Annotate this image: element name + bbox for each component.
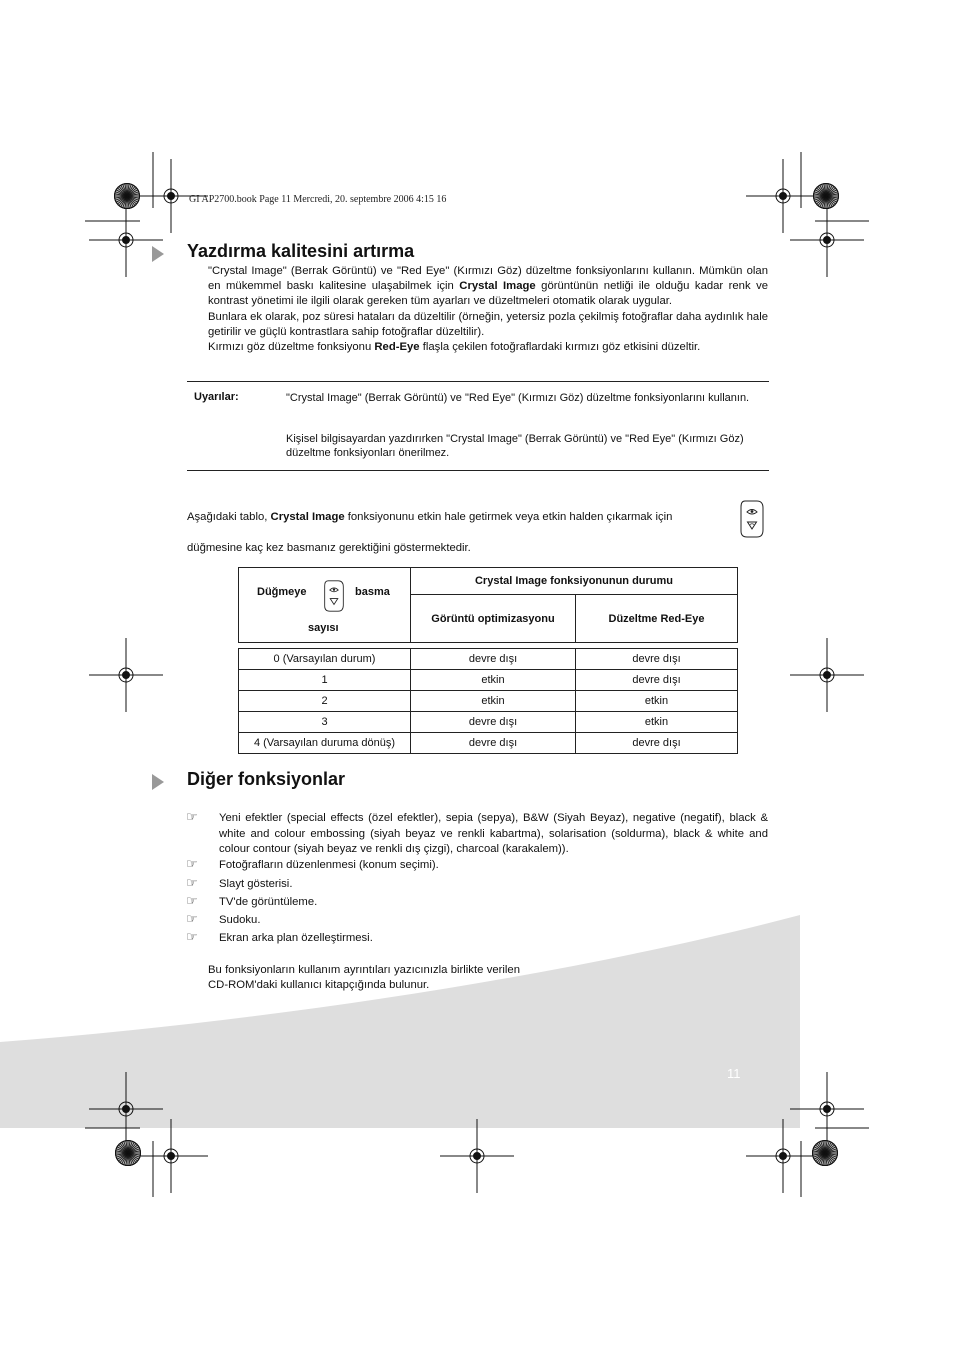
list-item: Ekran arka plan özelleştirmesi.	[219, 932, 373, 944]
warnings-box	[187, 381, 769, 471]
cell-press-count: 3	[239, 712, 411, 733]
cell-press-count: 1	[239, 670, 411, 691]
text-run: fonksiyonunu etkin hale getirmek veya etkin halden çıkarmak için	[344, 511, 673, 523]
pointing-hand-icon: ☞	[186, 875, 198, 890]
bold-term: Crystal Image	[459, 280, 536, 293]
header-red-eye: Düzeltme Red-Eye	[576, 595, 738, 643]
header-image-optimization: Görüntü optimizasyonu	[411, 595, 576, 643]
cell-red-eye: devre dışı	[576, 649, 738, 670]
crystal-image-table	[238, 567, 738, 754]
paragraph-exposure: Bunlara ek olarak, poz süresi hataları da düzeltilir (örneğin, yetersiz pozla çekilmiş fotoğraflar daha aydınlık hale getirilir ve güçlü kontrastlara sahip fotoğraflar düzeltilir).	[208, 310, 768, 338]
table-intro-line1	[187, 510, 728, 525]
header-status: Crystal Image fonksiyonunun durumu	[411, 568, 738, 595]
text-run: "Crystal Image" (Berrak Görüntü) ve "Red Eye" (Kırmızı Göz) düzeltme fonksiyonlarını kullanın. Mümkün olan en mükemmel baskı kalitesine ulaşabilmek için	[208, 265, 768, 293]
table-row	[239, 691, 738, 712]
pointing-hand-icon: ☞	[186, 911, 198, 926]
list-item: Yeni efektler (special effects (özel efektler), sepia (sepya), B&W (Siyah Beyaz), negative (negatif), black & white and colour embossing (siyah beyaz ve renkli kabartma), solarisation (soldurma), black & white and colour contour (siyah beyaz ve renkli dış çizgi), charcoal (karakalem)).	[219, 812, 768, 855]
paragraph-crystal-image	[208, 264, 768, 310]
cell-press-count: 2	[239, 691, 411, 712]
list-item: TV'de görüntüleme.	[219, 896, 318, 908]
table-row	[239, 670, 738, 691]
cell-red-eye: etkin	[576, 712, 738, 733]
table-row	[239, 649, 738, 670]
closing-paragraph: Bu fonksiyonların kullanım ayrıntıları yazıcınızla birlikte verilen CD-ROM'daki kullanıcı kitapçığında bulunur.	[208, 964, 520, 992]
table-row	[239, 712, 738, 733]
pointing-hand-icon: ☞	[186, 809, 198, 824]
section-arrow-icon	[152, 774, 164, 790]
list-item: Slayt gösterisi.	[219, 878, 293, 890]
pointing-hand-icon: ☞	[186, 929, 198, 944]
section-arrow-icon	[152, 246, 164, 262]
cell-image-optimization: etkin	[411, 670, 576, 691]
cell-press-count: 4 (Varsayılan duruma dönüş)	[239, 733, 411, 754]
warning-1: "Crystal Image" (Berrak Görüntü) ve "Red Eye" (Kırmızı Göz) düzeltme fonksiyonlarını kullanın.	[286, 392, 750, 404]
bold-term: Crystal Image	[270, 511, 345, 523]
pointing-hand-icon: ☞	[186, 856, 198, 871]
file-header-line: GI AP2700.book Page 11 Mercredi, 20. septembre 2006 4:15 16	[189, 194, 447, 205]
table-row	[239, 733, 738, 754]
pointing-hand-icon: ☞	[186, 893, 198, 908]
cell-image-optimization: devre dışı	[411, 733, 576, 754]
header-press-word3: sayısı	[308, 622, 339, 634]
section-title-other-functions: Diğer fonksiyonlar	[187, 769, 346, 789]
list-item: Fotoğrafların düzenlenmesi (konum seçimi).	[219, 859, 439, 871]
table-header-row	[239, 568, 738, 595]
crystal-image-button-icon	[739, 499, 765, 539]
header-press-word1: Düğmeye	[257, 586, 307, 598]
list-item: Sudoku.	[219, 914, 261, 926]
text-run: flaşla çekilen fotoğraflardaki kırmızı göz etkisini düzeltir.	[419, 341, 701, 354]
section1-body	[208, 264, 768, 355]
section-title-print-quality: Yazdırma kalitesini artırma	[187, 241, 415, 261]
page-number: 11	[727, 1066, 741, 1081]
table-body	[239, 649, 738, 754]
text-run: görüntünün netliği ile olduğu kadar renk ve kontrast yönetimi ile ilgili olarak gereken tüm ayarları ve düzeltmeleri otomatik olarak uygular.	[208, 280, 769, 308]
cell-image-optimization: devre dışı	[411, 712, 576, 733]
header-press-count	[239, 568, 411, 643]
cell-image-optimization: etkin	[411, 691, 576, 712]
paragraph-red-eye	[208, 340, 768, 355]
warnings-label: Uyarılar:	[194, 391, 239, 403]
cell-red-eye: devre dışı	[576, 670, 738, 691]
bold-term: Red-Eye	[374, 341, 420, 354]
grey-swoosh	[0, 915, 800, 1128]
header-press-word2: basma	[355, 586, 390, 598]
cell-red-eye: devre dışı	[576, 733, 738, 754]
crystal-image-button-icon	[323, 578, 345, 614]
cell-press-count: 0 (Varsayılan durum)	[239, 649, 411, 670]
table-intro-line2: düğmesine kaç kez basmanız gerektiğini göstermektedir.	[187, 542, 471, 554]
text-run: Kırmızı göz düzeltme fonksiyonu	[208, 341, 375, 354]
text-run: Aşağıdaki tablo,	[187, 511, 271, 523]
cell-image-optimization: devre dışı	[411, 649, 576, 670]
warning-2: Kişisel bilgisayardan yazdırırken "Crystal Image" (Berrak Görüntü) ve "Red Eye" (Kırmızı Göz) düzeltme fonksiyonları önerilmez.	[286, 433, 744, 459]
cell-red-eye: etkin	[576, 691, 738, 712]
